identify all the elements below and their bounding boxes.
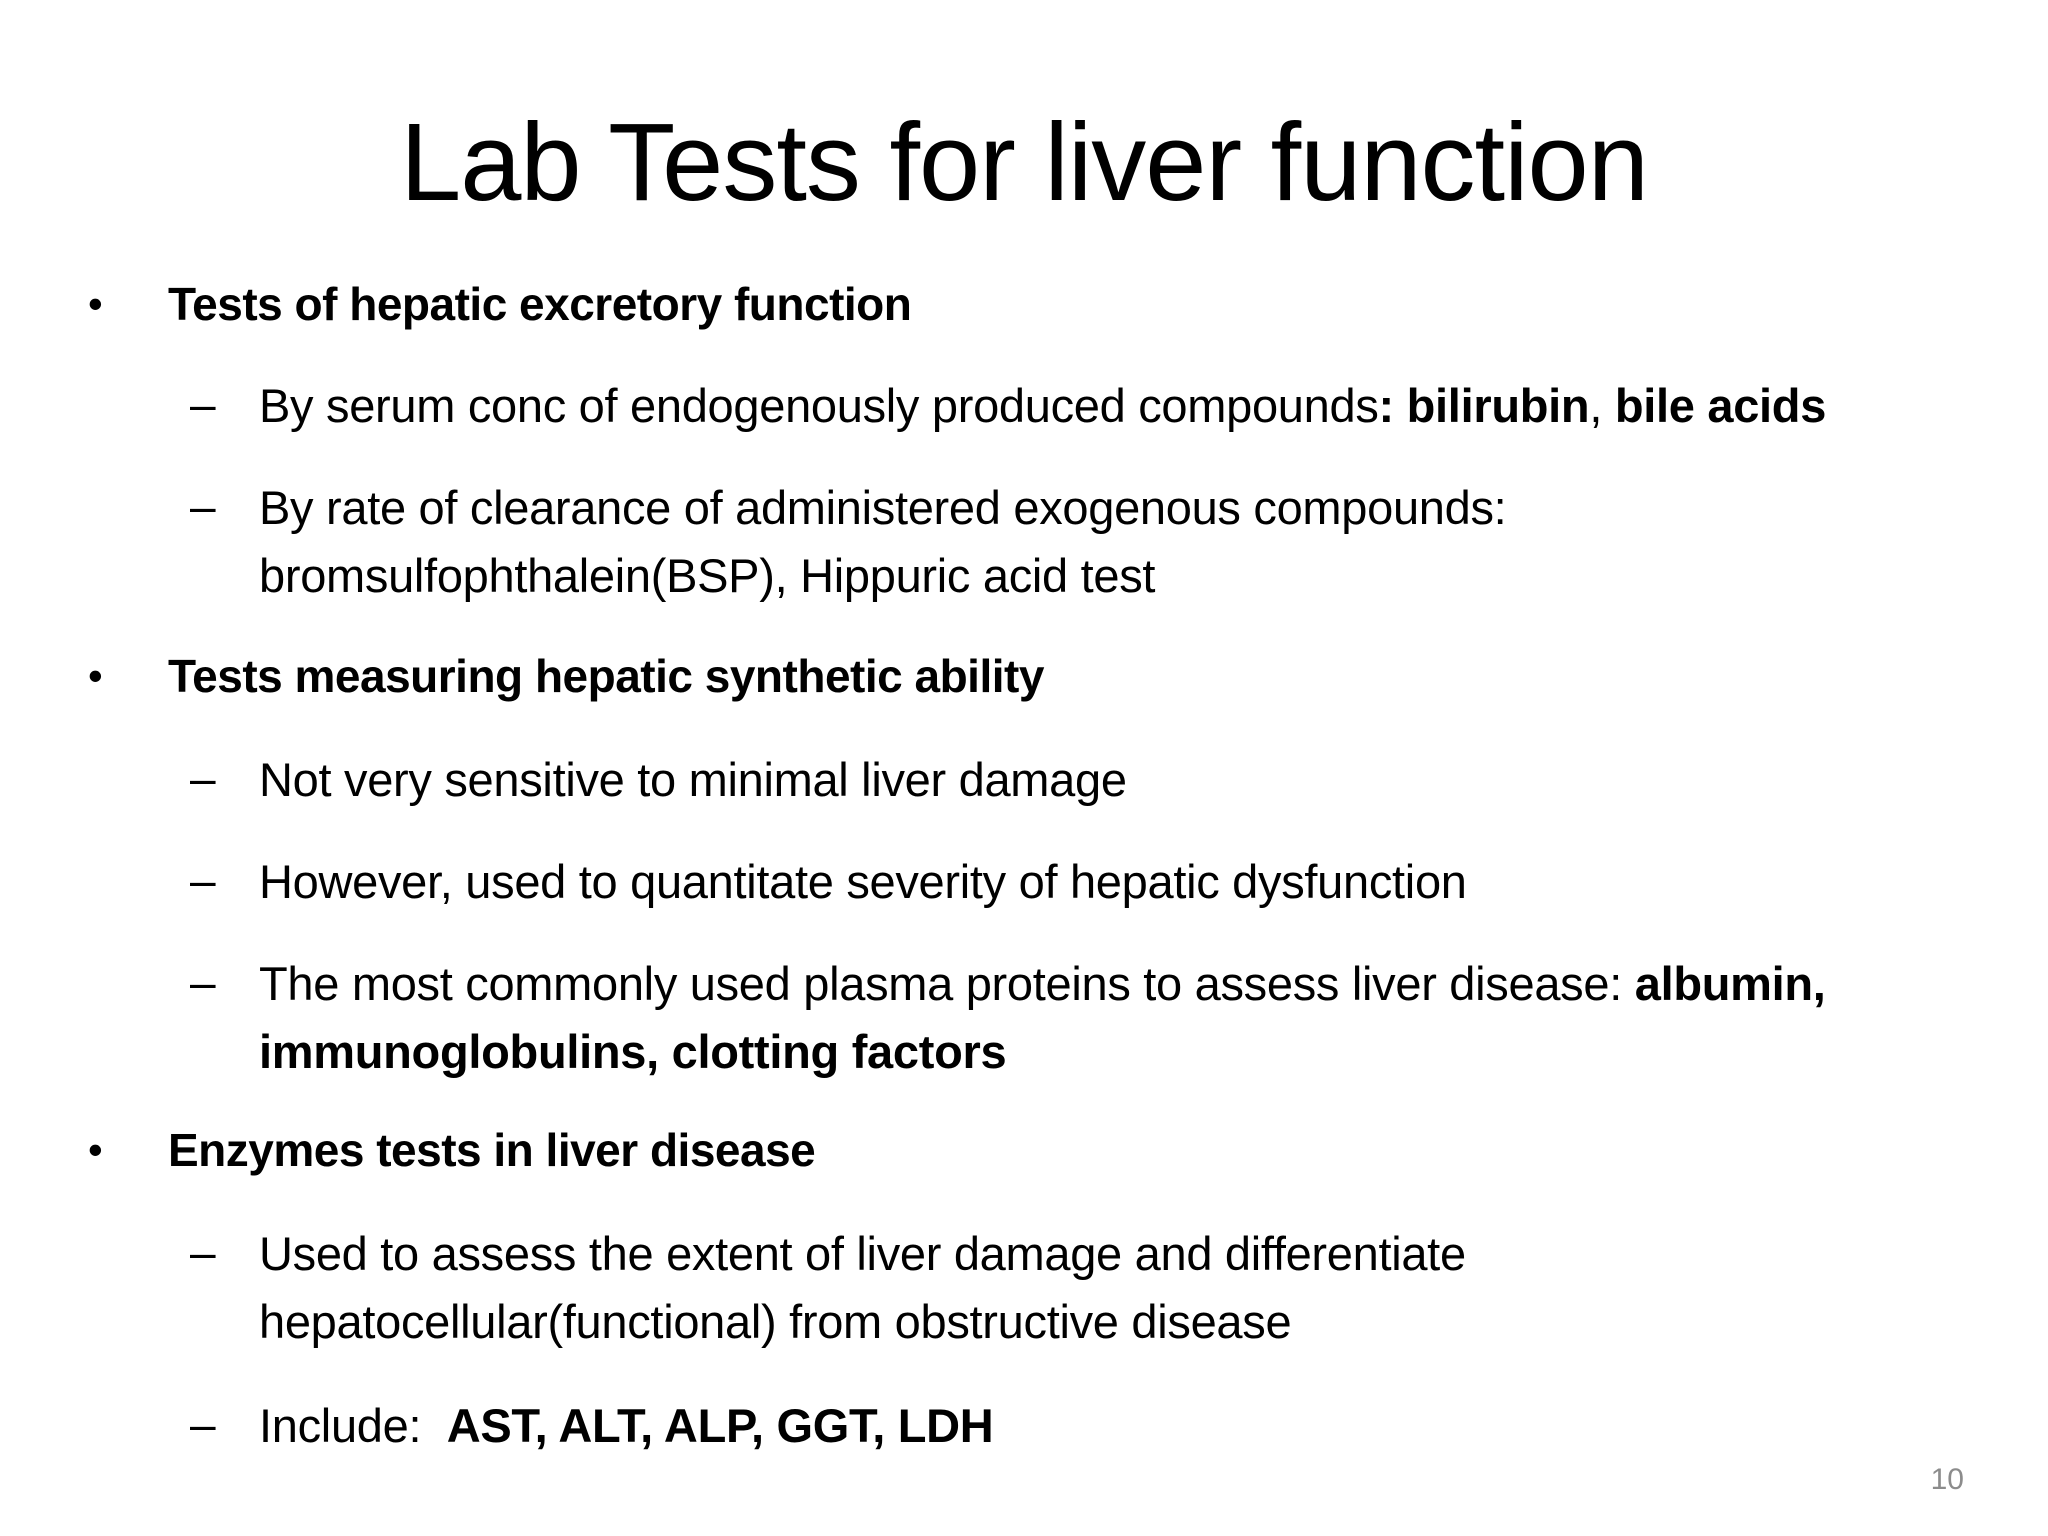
list-item: By rate of clearance of administered exogenous compounds: — [259, 481, 1507, 534]
bullet-icon: • — [88, 652, 103, 699]
list-item — [259, 372, 1826, 440]
list-item: Not very sensitive to minimal liver damage — [259, 753, 1127, 806]
item-text: By serum conc of endogenously produced compounds — [259, 379, 1379, 432]
list-item-continuation: bromsulfophthalein(BSP), Hippuric acid test — [259, 549, 1156, 602]
slide-title: Lab Tests for liver function — [400, 101, 1648, 224]
dash-icon: – — [190, 480, 216, 532]
item-text: The most commonly used plasma proteins to assess liver disease: — [259, 957, 1635, 1010]
item-bold-text: AST, ALT, ALP, GGT, LDH — [446, 1399, 994, 1452]
item-bold-text: albumin, — [1634, 957, 1826, 1010]
item-text: , — [1589, 379, 1615, 432]
section-heading-enzymes: Enzymes tests in liver disease — [168, 1124, 816, 1176]
page-number: 10 — [1930, 1463, 1964, 1496]
list-item-continuation — [259, 1018, 1006, 1086]
bullet-icon: • — [88, 280, 103, 327]
list-item — [259, 950, 1826, 1018]
item-bold-text: bile acids — [1614, 379, 1827, 432]
dash-icon: – — [190, 956, 216, 1008]
dash-icon: – — [190, 1226, 216, 1278]
item-bold-text: : bilirubin — [1378, 379, 1590, 432]
list-item — [259, 1392, 993, 1460]
list-item: However, used to quantitate severity of hepatic dysfunction — [259, 855, 1467, 908]
item-bold-text: immunoglobulins, clotting factors — [259, 1025, 1007, 1078]
list-item: Used to assess the extent of liver damage and differentiate — [259, 1227, 1466, 1280]
dash-icon: – — [190, 378, 216, 430]
section-heading-excretory: Tests of hepatic excretory function — [168, 278, 912, 330]
section-heading-synthetic: Tests measuring hepatic synthetic ability — [168, 650, 1044, 702]
list-item-continuation: hepatocellular(functional) from obstructive disease — [259, 1295, 1292, 1348]
dash-icon: – — [190, 1398, 216, 1450]
dash-icon: – — [190, 752, 216, 804]
item-text: Include: — [259, 1399, 447, 1452]
dash-icon: – — [190, 854, 216, 906]
bullet-icon: • — [88, 1126, 103, 1173]
